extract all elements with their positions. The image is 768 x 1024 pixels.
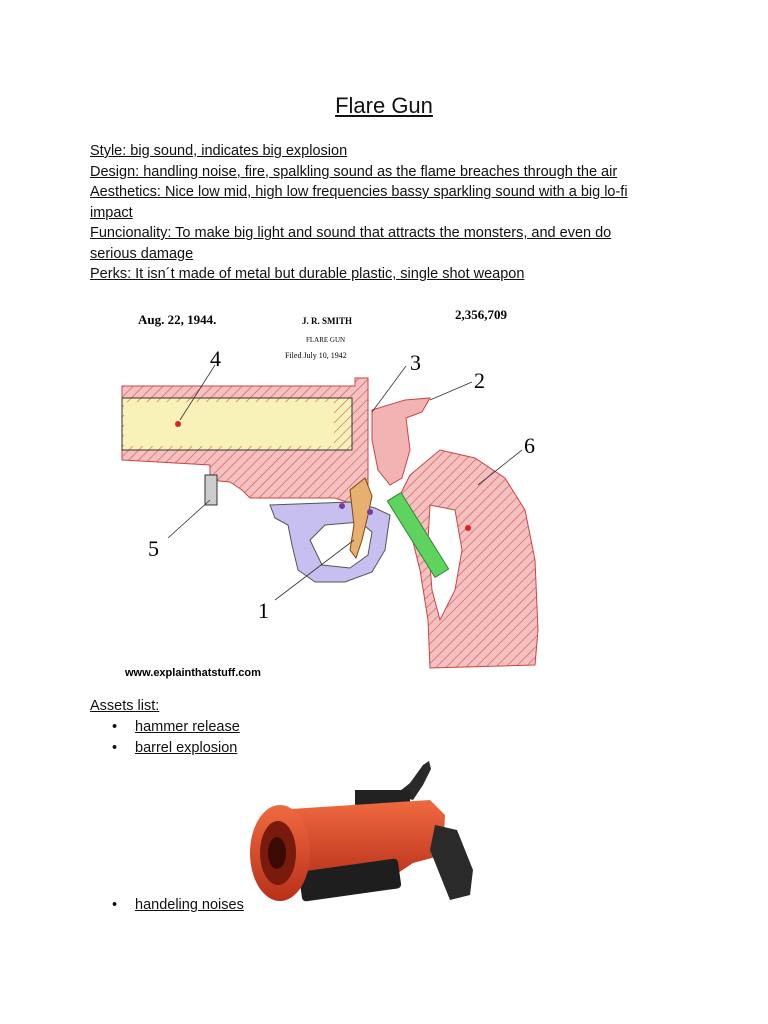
patent-diagram <box>110 300 580 695</box>
photo-grip <box>430 825 473 900</box>
barrel-core <box>124 402 334 446</box>
aesthetics-line: Aesthetics: Nice low mid, high low frequencies bassy sparkling sound with a big lo-fi <box>90 184 628 200</box>
label-3: 3 <box>410 350 421 375</box>
patent-filed: Filed July 10, 1942 <box>285 351 347 360</box>
style-line: Style: big sound, indicates big explosion <box>90 143 348 159</box>
patent-inventor: J. R. SMITH <box>302 316 353 326</box>
flare-gun-photo <box>245 755 480 915</box>
asset-item-handeling-noises: • handeling noises <box>112 897 244 913</box>
patent-date: Aug. 22, 1944. <box>138 312 217 327</box>
bullet-icon: • <box>112 740 118 756</box>
assets-heading: Assets list: <box>90 698 160 714</box>
leader-5 <box>168 500 210 538</box>
pivot-2 <box>367 509 373 515</box>
label-1: 1 <box>258 598 269 623</box>
pivot-3 <box>465 525 471 531</box>
photo-muzzle-hole <box>268 837 286 869</box>
label-4: 4 <box>210 346 221 371</box>
patent-number: 2,356,709 <box>455 307 507 322</box>
design-line: Design: handling noise, fire, spalkling sound as the flame breaches through the air <box>90 163 618 180</box>
page-title: Flare Gun <box>335 93 433 118</box>
latch <box>205 475 217 505</box>
leader-2 <box>430 382 472 400</box>
pivot-1 <box>339 503 345 509</box>
patent-credit: www.explainthatstuff.com <box>125 667 261 679</box>
asset-item-barrel-explosion: • barrel explosion <box>112 740 238 756</box>
asset-item-hammer-release: • hammer release <box>112 719 240 735</box>
label-2: 2 <box>474 368 485 393</box>
perks-line: Perks: It isn´t made of metal but durable plastic, single shot weapon <box>90 266 525 282</box>
functionality-line-cont: serious damage <box>90 245 194 262</box>
description-block <box>90 141 690 285</box>
aesthetics-line-cont: impact <box>90 204 133 221</box>
label-5: 5 <box>148 536 159 561</box>
bullet-icon: • <box>112 719 118 735</box>
functionality-line: Funcionality: To make big light and sound that attracts the monsters, and even do <box>90 225 612 241</box>
barrel-marker <box>175 421 181 427</box>
patent-subject: FLARE GUN <box>306 336 346 344</box>
label-6: 6 <box>524 433 535 458</box>
grip <box>395 450 538 668</box>
bullet-icon: • <box>112 897 118 913</box>
